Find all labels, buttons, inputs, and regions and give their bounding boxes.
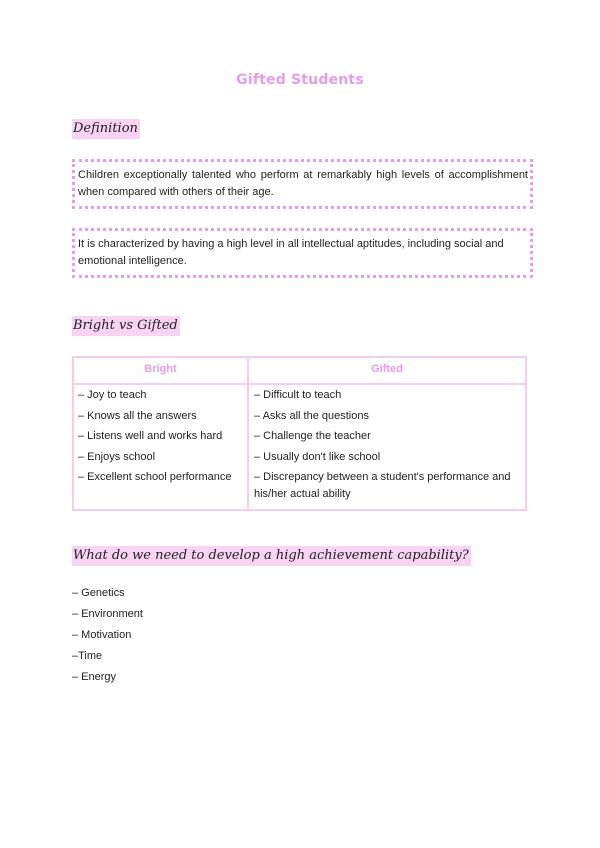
list-item: – Discrepancy between a student's performance and his/her actual ability — [254, 471, 511, 500]
list-item: – Challenge the teacher — [254, 430, 371, 442]
list-item: – Excellent school performance — [78, 471, 232, 483]
list-item: – Difficult to teach — [254, 389, 342, 401]
list-item: – Usually don't like school — [254, 450, 381, 463]
definition-text-2: It is characterized by having a high level in all intellectual aptitudes, including social and emotional intelligence. — [78, 238, 504, 267]
list-item: – Motivation — [72, 629, 132, 641]
bright-vs-gifted-heading: Bright vs Gifted — [72, 316, 180, 336]
definition-heading: Definition — [72, 119, 140, 139]
table-header-divider — [74, 383, 525, 385]
development-heading: What do we need to develop a high achievement capability? — [72, 546, 471, 566]
definition-text-1: Children exceptionally talented who perform at remarkably high levels of accomplishment when compared with others of their age. — [78, 169, 528, 198]
list-item: – Joy to teach — [78, 389, 147, 401]
page-title: Gifted Students — [236, 72, 364, 88]
column-header-gifted: Gifted — [371, 363, 403, 375]
bright-list — [78, 387, 244, 490]
definition-box-2 — [72, 228, 533, 278]
list-item: – Asks all the questions — [254, 409, 369, 422]
column-header-bright: Bright — [144, 363, 177, 375]
table-column-divider — [247, 358, 249, 509]
list-item: – Enjoys school — [78, 450, 156, 463]
gifted-list — [254, 387, 520, 506]
comparison-table — [72, 356, 527, 511]
list-item: – Knows all the answers — [78, 409, 197, 422]
definition-box-1 — [72, 159, 533, 209]
list-item: – Energy — [72, 671, 117, 683]
development-list — [72, 585, 143, 690]
list-item: –Time — [72, 650, 103, 662]
list-item: – Environment — [72, 608, 143, 620]
list-item: – Genetics — [72, 587, 125, 599]
list-item: – Listens well and works hard — [78, 430, 223, 442]
